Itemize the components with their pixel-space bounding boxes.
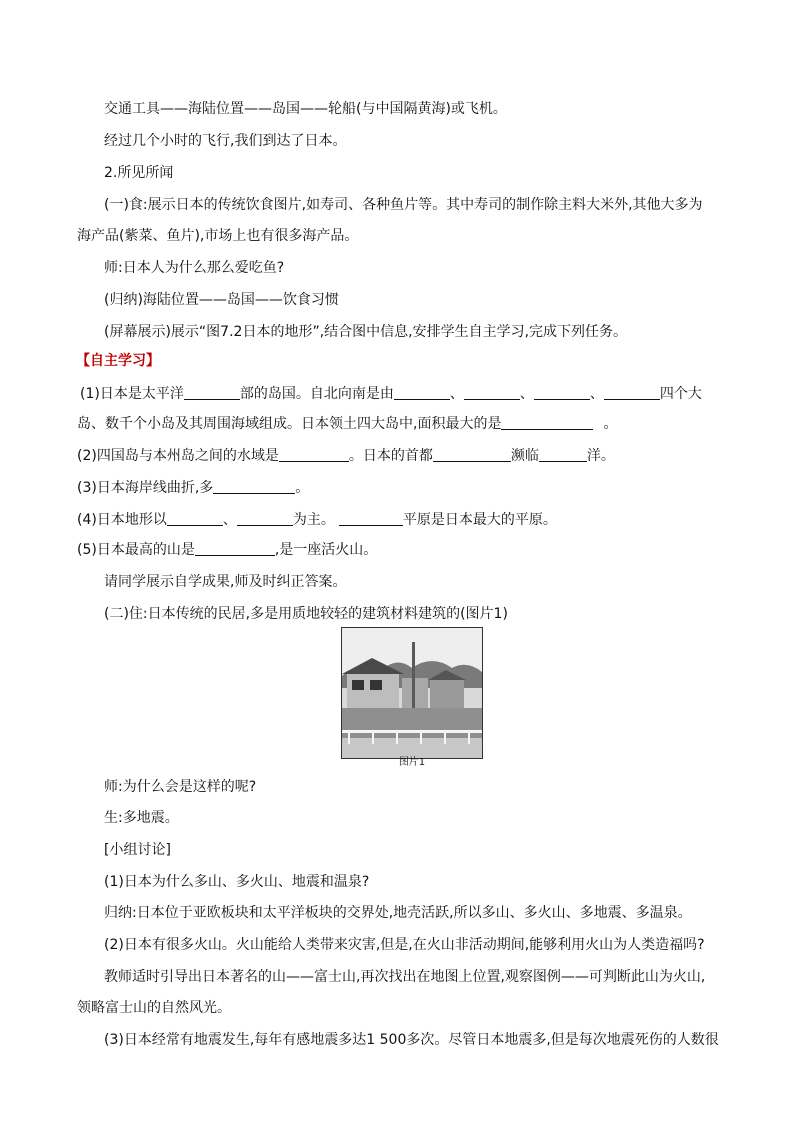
q4-text: 、 [222, 512, 237, 528]
paragraph-housing: (二)住:日本传统的民居,多是用质地较轻的建筑材料建筑的(图片1) [104, 606, 508, 622]
q1-text: 岛、数千个小岛及其周围海域组成。日本领土四大岛中,面积最大的是 [77, 416, 502, 432]
paragraph-transport: 交通工具——海陆位置——岛国——轮船(与中国隔黄海)或飞机。 [104, 101, 507, 117]
q2-text: 洋。 [586, 448, 615, 464]
answer-blank[interactable] [464, 385, 520, 400]
student-answer-earthquake: 生:多地震。 [104, 810, 179, 826]
discussion-question-1: (1)日本为什么多山、多火山、地震和温泉? [104, 874, 370, 890]
question-1-line-2 [77, 414, 617, 434]
house-photo-illustration [342, 628, 482, 758]
japanese-house-photo [341, 627, 483, 759]
q1-text: 、 [519, 386, 534, 402]
summary-diet: (归纳)海陆位置——岛国——饮食习惯 [104, 292, 339, 308]
q3-text: (3)日本海岸线曲折,多 [77, 480, 214, 496]
q5-text: (5)日本最高的山是 [77, 542, 195, 558]
self-study-heading: 【自主学习】 [76, 353, 160, 369]
question-4 [77, 510, 557, 530]
paragraph-arrival: 经过几个小时的飞行,我们到达了日本。 [104, 133, 347, 149]
screen-display-instruction: (屏幕展示)展示“图7.2日本的地形”,结合图中信息,安排学生自主学习,完成下列任务。 [104, 324, 628, 340]
section-title-observations: 2.所见所闻 [104, 165, 174, 181]
answer-blank[interactable] [604, 385, 660, 400]
answer-blank[interactable] [539, 447, 587, 462]
discussion-question-3: (3)日本经常有地震发生,每年有感地震多达1 500多次。尽管日本地震多,但是每次地震死伤的人数很 [104, 1032, 719, 1048]
question-5 [77, 540, 377, 560]
answer-blank[interactable] [339, 511, 403, 526]
q4-text: (4)日本地形以 [77, 512, 167, 528]
q4-text: 为主。 [292, 512, 335, 528]
question-3 [77, 478, 309, 498]
paragraph-food-cont: 海产品(紫菜、鱼片),市场上也有很多海产品。 [77, 228, 359, 244]
q1-text: 。 [603, 416, 618, 432]
paragraph-food: (一)食:展示日本的传统饮食图片,如寿司、各种鱼片等。其中寿司的制作除主料大米外,其他大多为 [104, 197, 703, 213]
q1-text: (1)日本是太平洋 [80, 386, 184, 402]
q2-text: 。日本的首都 [348, 448, 433, 464]
q2-text: (2)四国岛与本州岛之间的水域是 [77, 448, 279, 464]
answer-blank[interactable] [195, 541, 275, 556]
summary-plates: 归纳:日本位于亚欧板块和太平洋板块的交界处,地壳活跃,所以多山、多火山、多地震、多温泉。 [104, 905, 692, 921]
teacher-question-why: 师:为什么会是这样的呢? [104, 779, 257, 795]
answer-blank[interactable] [237, 511, 293, 526]
paragraph-mount-fuji-cont: 领略富士山的自然风光。 [77, 1000, 231, 1016]
group-discussion-label: [小组讨论] [104, 842, 171, 858]
answer-blank[interactable] [184, 385, 240, 400]
question-2 [77, 446, 615, 466]
q1-text: 四个大 [659, 386, 702, 402]
paragraph-show-results: 请同学展示自学成果,师及时纠正答案。 [104, 574, 347, 590]
answer-blank[interactable] [534, 385, 590, 400]
discussion-question-2: (2)日本有很多火山。火山能给人类带来灾害,但是,在火山非活动期间,能够利用火山为人类造福吗? [104, 937, 705, 953]
q2-text: 濒临 [510, 448, 539, 464]
answer-blank[interactable] [279, 447, 349, 462]
q1-text: 部的岛国。自北向南是由 [239, 386, 394, 402]
question-1-line-1 [80, 384, 702, 404]
answer-blank[interactable] [394, 385, 450, 400]
photo-caption: 图片1 [398, 757, 426, 768]
q5-text: ,是一座活火山。 [274, 542, 378, 558]
q4-text: 平原是日本最大的平原。 [402, 512, 557, 528]
answer-blank[interactable] [213, 479, 295, 494]
q1-text: 、 [589, 386, 604, 402]
teacher-question-fish: 师:日本人为什么那么爱吃鱼? [104, 260, 285, 276]
q3-text: 。 [295, 480, 310, 496]
paragraph-mount-fuji: 教师适时引导出日本著名的山——富士山,再次找出在地图上位置,观察图例——可判断此山为火山, [104, 969, 706, 985]
answer-blank[interactable] [433, 447, 511, 462]
answer-blank[interactable] [167, 511, 223, 526]
answer-blank[interactable] [501, 415, 593, 430]
q1-text: 、 [449, 386, 464, 402]
